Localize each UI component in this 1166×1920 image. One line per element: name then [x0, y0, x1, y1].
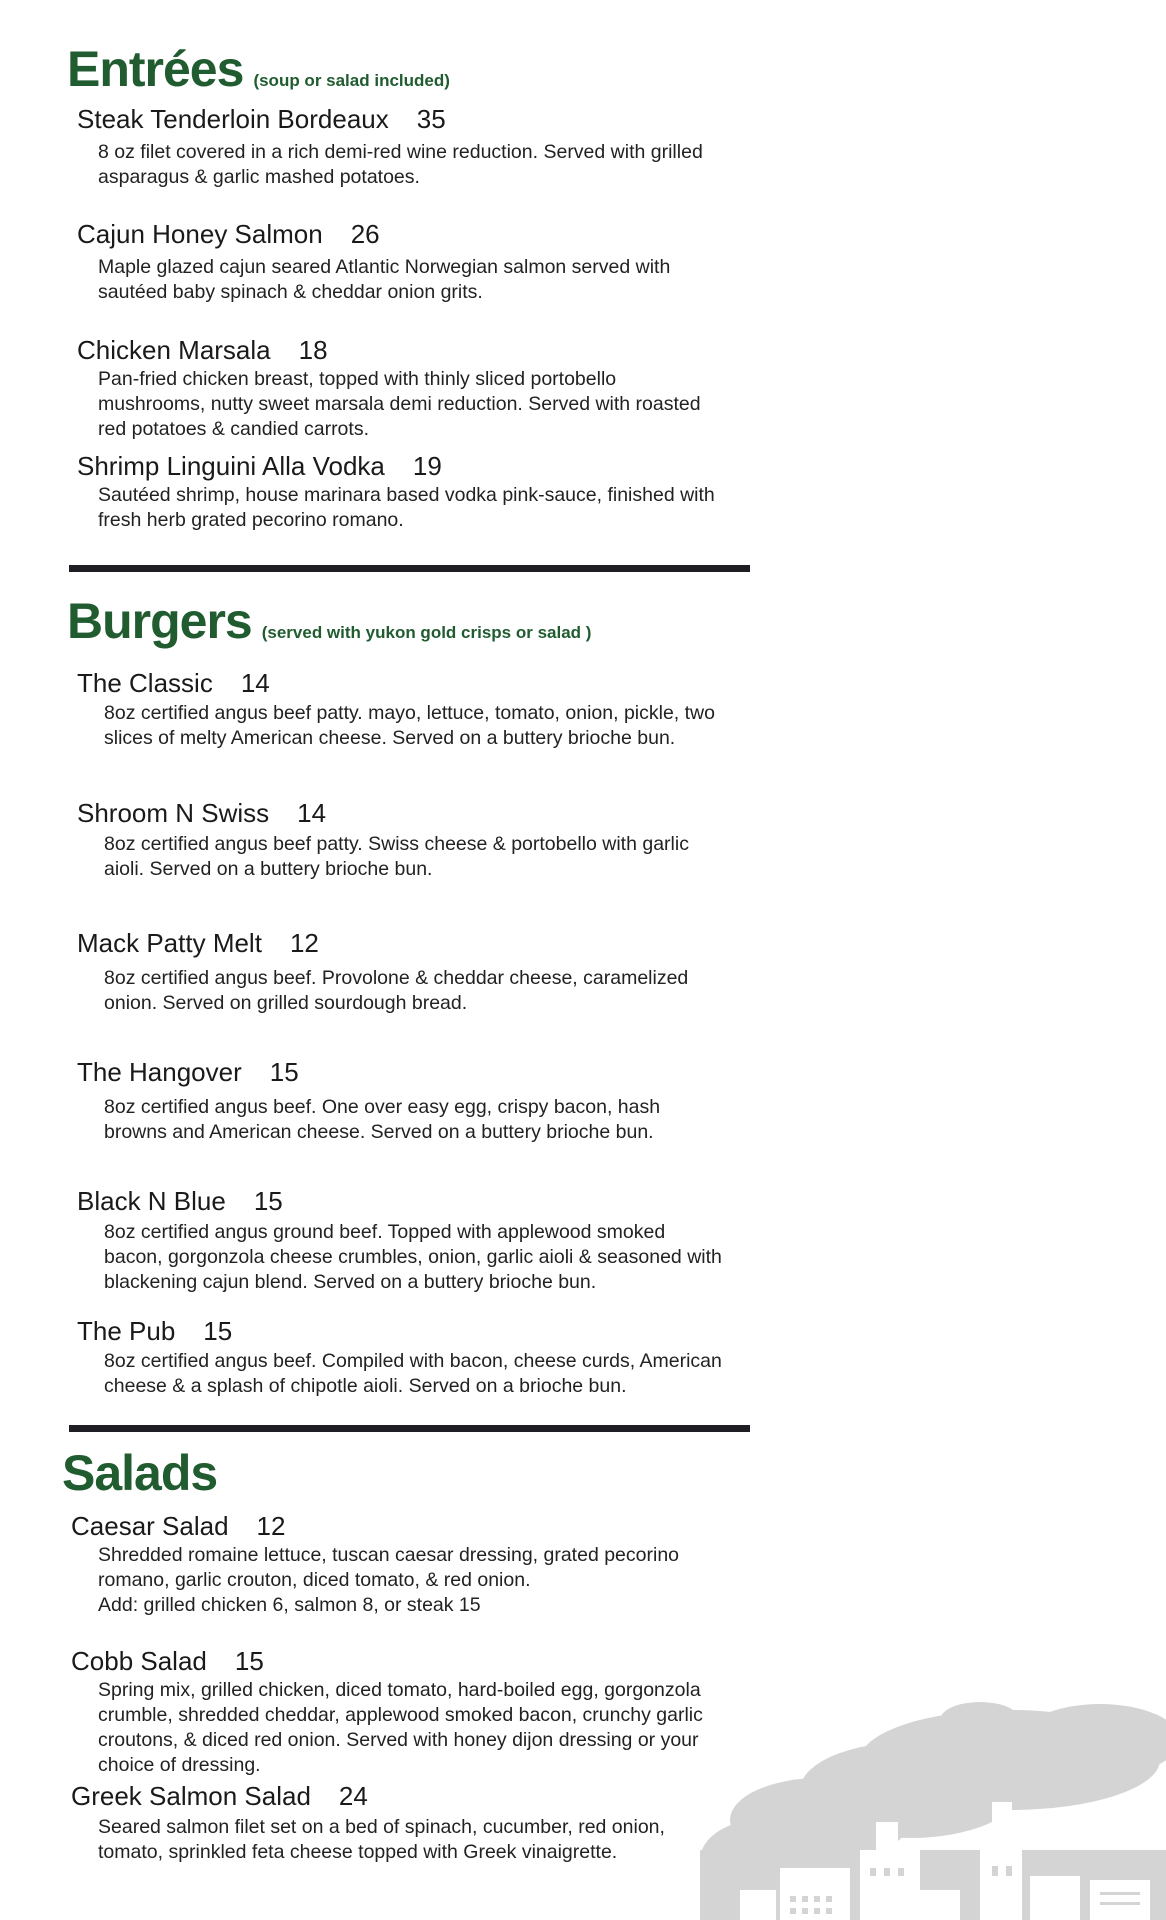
menu-item	[77, 335, 701, 442]
item-name: The Classic	[77, 668, 213, 698]
item-price: 19	[412, 451, 442, 481]
burgers-heading	[67, 592, 591, 650]
item-description: 8oz certified angus ground beef. Topped with applewood smoked bacon, gorgonzola cheese crumbles, onion, garlic aioli & seasoned with blackening cajun blend. Served on a buttery brioche bun.	[104, 1221, 722, 1293]
menu-item	[77, 104, 703, 190]
item-price: 15	[253, 1186, 283, 1216]
item-description: Sautéed shrimp, house marinara based vodka pink-sauce, finished with fresh herb grated pecorino romano.	[98, 484, 715, 531]
item-description: 8oz certified angus beef. Compiled with bacon, cheese curds, American cheese & a splash of chipotle aioli. Served on a brioche bun.	[104, 1350, 722, 1397]
item-name: Black N Blue	[77, 1186, 226, 1216]
item-name: Mack Patty Melt	[77, 928, 262, 958]
item-description: 8oz certified angus beef. One over easy egg, crispy bacon, hash browns and American cheese. Served on a buttery brioche bun.	[104, 1096, 661, 1143]
item-name: The Hangover	[77, 1057, 242, 1087]
item-name: Caesar Salad	[71, 1511, 229, 1541]
section-divider	[69, 1425, 750, 1432]
menu-item	[77, 798, 689, 882]
item-price: 24	[338, 1781, 368, 1811]
item-description: Maple glazed cajun seared Atlantic Norwegian salmon served with sautéed baby spinach & cheddar onion grits.	[98, 256, 671, 303]
item-name: Shroom N Swiss	[77, 798, 270, 828]
entrees-note: (soup or salad included)	[253, 71, 450, 90]
item-price: 35	[416, 104, 446, 134]
item-name: Steak Tenderloin Bordeaux	[77, 104, 389, 134]
salads-heading	[62, 1444, 217, 1502]
menu-item	[77, 1186, 722, 1295]
item-description: 8oz certified angus beef patty. Swiss cheese & portobello with garlic aioli. Served on a buttery brioche bun.	[104, 833, 689, 880]
burgers-title: Burgers	[67, 593, 252, 649]
item-price: 15	[234, 1646, 264, 1676]
item-price: 14	[240, 668, 270, 698]
menu-item	[77, 219, 670, 305]
item-description: Spring mix, grilled chicken, diced tomato, hard-boiled egg, gorgonzola crumble, shredded cheddar, applewood smoked bacon, crunchy garlic croutons, & diced red onion. Served with honey dijon dressing or your choice of dressing.	[98, 1679, 703, 1776]
item-description: Pan-fried chicken breast, topped with thinly sliced portobello mushrooms, nutty sweet marsala demi reduction. Served with roasted red potatoes & candied carrots.	[98, 368, 701, 440]
item-name: Cobb Salad	[71, 1646, 207, 1676]
entrees-heading	[67, 40, 450, 98]
menu-item	[77, 1316, 722, 1399]
item-price: 26	[350, 219, 380, 249]
menu-item	[71, 1781, 665, 1865]
entrees-title: Entrées	[67, 41, 244, 97]
item-description: 8oz certified angus beef patty. mayo, lettuce, tomato, onion, pickle, two slices of melty American cheese. Served on a buttery brioche bun.	[104, 702, 715, 749]
menu-item	[77, 451, 715, 533]
item-price: 12	[256, 1511, 286, 1541]
menu-item	[77, 928, 688, 1016]
menu-item	[77, 1057, 660, 1145]
salads-title: Salads	[62, 1445, 218, 1501]
item-price: 15	[203, 1316, 233, 1346]
item-name: Greek Salmon Salad	[71, 1781, 311, 1811]
item-price: 15	[269, 1057, 299, 1087]
item-name: Shrimp Linguini Alla Vodka	[77, 451, 385, 481]
tree-and-building-skyline-icon	[680, 1700, 1166, 1920]
item-price: 18	[298, 335, 328, 365]
section-divider	[69, 565, 750, 572]
menu-item	[71, 1646, 703, 1778]
item-description: Seared salmon filet set on a bed of spinach, cucumber, red onion, tomato, sprinkled feta cheese topped with Greek vinaigrette.	[98, 1816, 665, 1863]
item-name: The Pub	[77, 1316, 176, 1346]
item-name: Chicken Marsala	[77, 335, 271, 365]
item-price: 14	[297, 798, 327, 828]
menu-item	[77, 668, 715, 751]
item-price: 12	[289, 928, 319, 958]
item-name: Cajun Honey Salmon	[77, 219, 323, 249]
item-description: 8 oz filet covered in a rich demi-red wine reduction. Served with grilled asparagus & garlic mashed potatoes.	[98, 141, 703, 188]
item-description: 8oz certified angus beef. Provolone & cheddar cheese, caramelized onion. Served on grilled sourdough bread.	[104, 967, 689, 1014]
item-description: Shredded romaine lettuce, tuscan caesar dressing, grated pecorino romano, garlic crouton, diced tomato, & red onion. Add: grilled chicken 6, salmon 8, or steak 15	[98, 1544, 680, 1616]
menu-item	[71, 1511, 679, 1618]
burgers-note: (served with yukon gold crisps or salad )	[261, 623, 592, 642]
